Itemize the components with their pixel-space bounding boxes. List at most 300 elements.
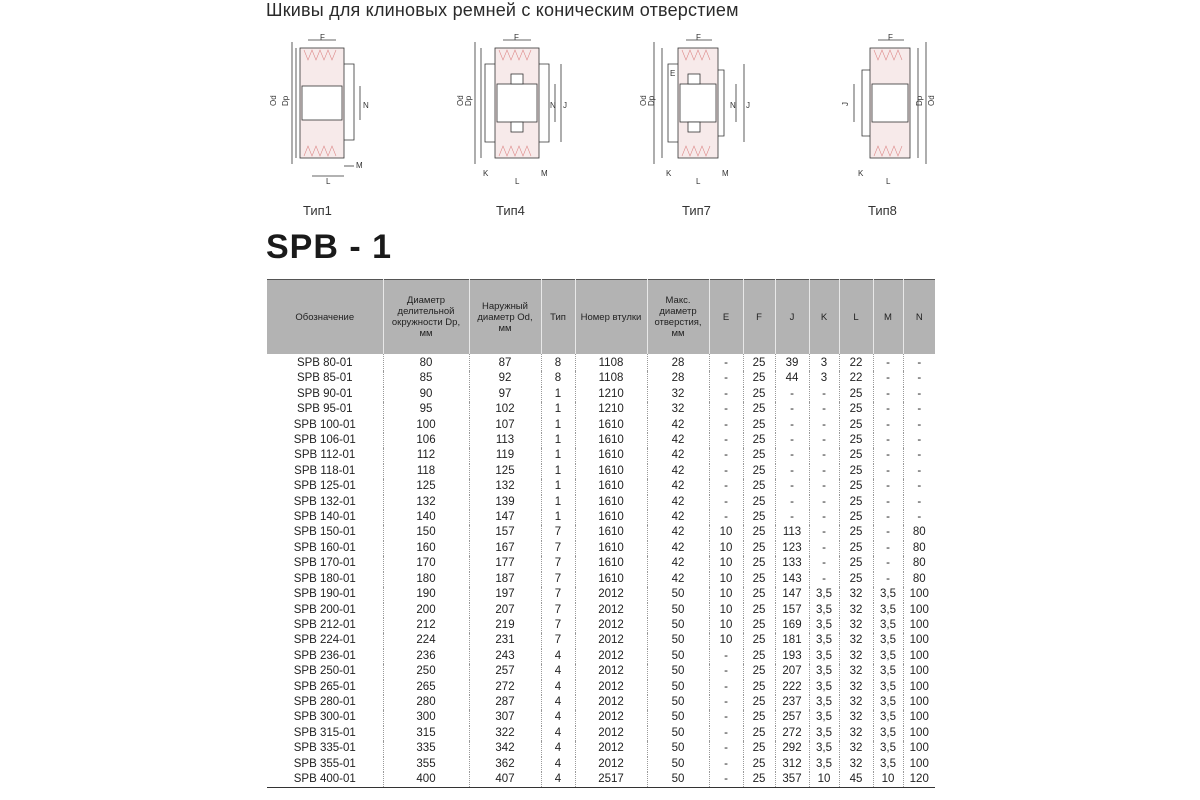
cell-e: 10 (709, 556, 743, 571)
dim-m-label: M (541, 169, 548, 178)
cell-designation: SPB 315-01 (293, 726, 356, 739)
cell-e: - (709, 710, 743, 725)
cell-f: 25 (743, 587, 775, 602)
table-row (267, 495, 935, 510)
cell-l: 32 (839, 710, 873, 725)
cell-f: 25 (743, 695, 775, 710)
cell-k: 3,5 (809, 664, 839, 679)
cell-j: 237 (775, 695, 809, 710)
cell-bushing-number: 2012 (575, 664, 647, 679)
cell-j: 39 (775, 354, 809, 371)
cell-e: - (709, 757, 743, 772)
cell-l: 32 (839, 680, 873, 695)
cell-j: - (775, 402, 809, 417)
cell-outer-diameter: 97 (469, 387, 541, 402)
cell-pitch-diameter: 160 (383, 541, 469, 556)
cell-k: - (809, 495, 839, 510)
diagram-type7-label: Тип7 (682, 203, 711, 218)
cell-type: 4 (541, 726, 575, 741)
cell-type: 8 (541, 354, 575, 371)
cell-l: 25 (839, 525, 873, 540)
cell-n: 100 (903, 603, 935, 618)
cell-l: 25 (839, 402, 873, 417)
cell-bushing-number: 2012 (575, 757, 647, 772)
cell-k: - (809, 448, 839, 463)
cell-type: 1 (541, 402, 575, 417)
cell-l: 32 (839, 603, 873, 618)
cell-k: 3 (809, 354, 839, 371)
cell-designation: SPB 400-01 (293, 772, 356, 785)
cell-max-bore: 50 (647, 741, 709, 756)
cell-k: 3,5 (809, 618, 839, 633)
dim-od-label: Od (927, 95, 936, 106)
cell-max-bore: 50 (647, 618, 709, 633)
cell-pitch-diameter: 335 (383, 741, 469, 756)
cell-f: 25 (743, 649, 775, 664)
cell-pitch-diameter: 80 (383, 354, 469, 371)
diagram-type7 (640, 34, 760, 184)
cell-designation: SPB 150-01 (293, 526, 356, 539)
cell-k: 3 (809, 371, 839, 386)
cell-j: 169 (775, 618, 809, 633)
cell-type: 1 (541, 433, 575, 448)
dim-od-label: Od (269, 95, 278, 106)
cell-j: 357 (775, 772, 809, 788)
cell-max-bore: 28 (647, 371, 709, 386)
cell-m: 3,5 (873, 726, 903, 741)
cell-f: 25 (743, 680, 775, 695)
cell-e: 10 (709, 541, 743, 556)
cell-l: 25 (839, 448, 873, 463)
cell-max-bore: 42 (647, 479, 709, 494)
dim-f-label: F (696, 33, 701, 42)
dim-dp-label: Dp (281, 95, 290, 106)
cell-l: 32 (839, 587, 873, 602)
cell-m: - (873, 448, 903, 463)
cell-n: - (903, 387, 935, 402)
cell-e: - (709, 741, 743, 756)
dim-l-label: L (696, 177, 701, 186)
dim-dp-label: Dp (464, 95, 473, 106)
cell-n: 100 (903, 726, 935, 741)
cell-type: 1 (541, 479, 575, 494)
table-row (267, 371, 935, 386)
table-row (267, 418, 935, 433)
cell-outer-diameter: 157 (469, 525, 541, 540)
cell-m: 3,5 (873, 680, 903, 695)
cell-k: - (809, 572, 839, 587)
dim-j-label: J (563, 101, 567, 110)
cell-pitch-diameter: 150 (383, 525, 469, 540)
cell-e: - (709, 433, 743, 448)
cell-k: 3,5 (809, 649, 839, 664)
cell-outer-diameter: 322 (469, 726, 541, 741)
table-row (267, 464, 935, 479)
cell-m: 3,5 (873, 649, 903, 664)
cell-m: - (873, 433, 903, 448)
cell-n: 100 (903, 741, 935, 756)
cell-type: 7 (541, 572, 575, 587)
cell-m: 3,5 (873, 603, 903, 618)
cell-f: 25 (743, 757, 775, 772)
cell-e: - (709, 464, 743, 479)
cell-l: 25 (839, 510, 873, 525)
cell-pitch-diameter: 90 (383, 387, 469, 402)
cell-bushing-number: 1210 (575, 402, 647, 417)
cell-l: 22 (839, 371, 873, 386)
dim-e-label: E (670, 69, 676, 78)
cell-n: - (903, 418, 935, 433)
cell-max-bore: 50 (647, 726, 709, 741)
cell-m: 3,5 (873, 618, 903, 633)
cell-l: 32 (839, 618, 873, 633)
cell-n: 100 (903, 680, 935, 695)
cell-n: - (903, 495, 935, 510)
cell-j: 157 (775, 603, 809, 618)
table-row (267, 541, 935, 556)
table-row (267, 603, 935, 618)
cell-e: - (709, 772, 743, 788)
cell-pitch-diameter: 95 (383, 402, 469, 417)
table-row (267, 618, 935, 633)
cell-e: - (709, 387, 743, 402)
cell-m: - (873, 510, 903, 525)
cell-e: - (709, 479, 743, 494)
table-row (267, 525, 935, 540)
cell-max-bore: 50 (647, 603, 709, 618)
cell-pitch-diameter: 355 (383, 757, 469, 772)
cell-outer-diameter: 139 (469, 495, 541, 510)
cell-n: 80 (903, 525, 935, 540)
cell-max-bore: 42 (647, 464, 709, 479)
cell-pitch-diameter: 300 (383, 710, 469, 725)
cell-l: 25 (839, 387, 873, 402)
cell-bushing-number: 2012 (575, 587, 647, 602)
dim-j-label: J (841, 102, 850, 106)
cell-k: 3,5 (809, 726, 839, 741)
cell-k: 3,5 (809, 680, 839, 695)
cell-designation: SPB 170-01 (293, 557, 356, 570)
cell-n: 100 (903, 618, 935, 633)
cell-bushing-number: 1108 (575, 371, 647, 386)
cell-n: - (903, 433, 935, 448)
cell-max-bore: 42 (647, 433, 709, 448)
diagram-type8 (836, 34, 946, 184)
cell-max-bore: 42 (647, 448, 709, 463)
dim-n-label: N (550, 101, 556, 110)
cell-e: - (709, 664, 743, 679)
dim-f-label: F (514, 33, 519, 42)
header-m: M (873, 280, 903, 355)
cell-j: - (775, 479, 809, 494)
spec-table (267, 279, 935, 788)
cell-k: - (809, 464, 839, 479)
table-row (267, 633, 935, 648)
cell-max-bore: 50 (647, 710, 709, 725)
header-max-bore: Макс. диаметр отверстия, мм (647, 280, 709, 355)
cell-m: 10 (873, 772, 903, 788)
cell-bushing-number: 2012 (575, 649, 647, 664)
cell-l: 25 (839, 479, 873, 494)
cell-type: 7 (541, 541, 575, 556)
cell-designation: SPB 160-01 (293, 541, 356, 554)
cell-m: - (873, 371, 903, 386)
cell-designation: SPB 200-01 (293, 603, 356, 616)
cell-j: 257 (775, 710, 809, 725)
diagram-type4-label: Тип4 (496, 203, 525, 218)
cell-f: 25 (743, 371, 775, 386)
cell-type: 7 (541, 587, 575, 602)
cell-j: 123 (775, 541, 809, 556)
cell-bushing-number: 1610 (575, 448, 647, 463)
cell-l: 32 (839, 741, 873, 756)
cell-n: 80 (903, 572, 935, 587)
table-row (267, 649, 935, 664)
cell-designation: SPB 180-01 (293, 572, 356, 585)
cell-k: - (809, 541, 839, 556)
cell-type: 7 (541, 556, 575, 571)
cell-bushing-number: 2012 (575, 680, 647, 695)
cell-e: - (709, 402, 743, 417)
cell-designation: SPB 280-01 (293, 695, 356, 708)
cell-f: 25 (743, 510, 775, 525)
cell-type: 4 (541, 741, 575, 756)
cell-pitch-diameter: 200 (383, 603, 469, 618)
cell-pitch-diameter: 250 (383, 664, 469, 679)
cell-n: - (903, 402, 935, 417)
cell-n: 100 (903, 695, 935, 710)
cell-pitch-diameter: 265 (383, 680, 469, 695)
cell-e: - (709, 649, 743, 664)
cell-e: - (709, 354, 743, 371)
table-body (267, 354, 935, 788)
cell-j: 181 (775, 633, 809, 648)
cell-max-bore: 50 (647, 680, 709, 695)
cell-e: - (709, 371, 743, 386)
cell-j: - (775, 433, 809, 448)
cell-l: 25 (839, 572, 873, 587)
cell-j: - (775, 510, 809, 525)
cell-k: 3,5 (809, 633, 839, 648)
cell-outer-diameter: 231 (469, 633, 541, 648)
header-e: E (709, 280, 743, 355)
page-title: Шкивы для клиновых ремней с коническим отверстием (266, 0, 739, 20)
cell-l: 25 (839, 464, 873, 479)
cell-type: 4 (541, 757, 575, 772)
cell-type: 1 (541, 495, 575, 510)
cell-j: - (775, 464, 809, 479)
table-row (267, 448, 935, 463)
cell-pitch-diameter: 190 (383, 587, 469, 602)
cell-e: 10 (709, 572, 743, 587)
cell-outer-diameter: 87 (469, 354, 541, 371)
cell-m: 3,5 (873, 710, 903, 725)
table-row (267, 572, 935, 587)
cell-k: 3,5 (809, 757, 839, 772)
cell-l: 25 (839, 495, 873, 510)
cell-pitch-diameter: 236 (383, 649, 469, 664)
cell-type: 4 (541, 695, 575, 710)
cell-designation: SPB 100-01 (293, 418, 356, 431)
cell-designation: SPB 190-01 (293, 588, 356, 601)
cell-n: 100 (903, 633, 935, 648)
cell-outer-diameter: 177 (469, 556, 541, 571)
cell-m: - (873, 479, 903, 494)
table-row (267, 587, 935, 602)
cell-bushing-number: 1610 (575, 495, 647, 510)
header-n: N (903, 280, 935, 355)
cell-e: 10 (709, 633, 743, 648)
cell-j: - (775, 495, 809, 510)
cell-f: 25 (743, 418, 775, 433)
table-row (267, 664, 935, 679)
cell-designation: SPB 250-01 (293, 665, 356, 678)
dim-m-label: M (356, 161, 363, 170)
cell-m: - (873, 354, 903, 371)
cell-bushing-number: 2012 (575, 726, 647, 741)
cell-outer-diameter: 407 (469, 772, 541, 788)
cell-j: 312 (775, 757, 809, 772)
cell-outer-diameter: 102 (469, 402, 541, 417)
table-row (267, 741, 935, 756)
cell-type: 7 (541, 525, 575, 540)
cell-f: 25 (743, 633, 775, 648)
cell-e: 10 (709, 587, 743, 602)
cell-bushing-number: 1610 (575, 433, 647, 448)
cell-bushing-number: 1108 (575, 354, 647, 371)
cell-e: 10 (709, 525, 743, 540)
cell-pitch-diameter: 224 (383, 633, 469, 648)
header-pitch-diameter: Диаметр делительной окружности Dp, мм (383, 280, 469, 355)
cell-pitch-diameter: 170 (383, 556, 469, 571)
table-row (267, 510, 935, 525)
cell-max-bore: 28 (647, 354, 709, 371)
cell-designation: SPB 112-01 (294, 449, 356, 462)
cell-designation: SPB 355-01 (293, 757, 356, 770)
dim-l-label: L (326, 177, 331, 186)
cell-bushing-number: 1610 (575, 556, 647, 571)
cell-bushing-number: 1610 (575, 525, 647, 540)
cell-m: - (873, 572, 903, 587)
cell-k: 3,5 (809, 603, 839, 618)
dim-n-label: N (363, 101, 369, 110)
cell-j: 147 (775, 587, 809, 602)
cell-l: 32 (839, 649, 873, 664)
cell-n: - (903, 371, 935, 386)
dim-k-label: K (666, 169, 672, 178)
cell-f: 25 (743, 556, 775, 571)
cell-pitch-diameter: 100 (383, 418, 469, 433)
dim-l-label: L (886, 177, 891, 186)
cell-m: - (873, 387, 903, 402)
cell-max-bore: 50 (647, 664, 709, 679)
cell-f: 25 (743, 603, 775, 618)
cell-f: 25 (743, 402, 775, 417)
cell-bushing-number: 1210 (575, 387, 647, 402)
cell-f: 25 (743, 495, 775, 510)
cell-type: 4 (541, 680, 575, 695)
cell-k: 10 (809, 772, 839, 788)
cell-pitch-diameter: 106 (383, 433, 469, 448)
cell-designation: SPB 236-01 (293, 649, 356, 662)
cell-m: 3,5 (873, 695, 903, 710)
cell-outer-diameter: 272 (469, 680, 541, 695)
cell-designation: SPB 265-01 (293, 680, 356, 693)
table-row (267, 680, 935, 695)
cell-k: - (809, 556, 839, 571)
cell-m: - (873, 541, 903, 556)
cell-designation: SPB 95-01 (296, 403, 353, 416)
cell-f: 25 (743, 433, 775, 448)
cell-f: 25 (743, 726, 775, 741)
cell-j: 143 (775, 572, 809, 587)
table-row (267, 387, 935, 402)
cell-bushing-number: 1610 (575, 479, 647, 494)
cell-j: 133 (775, 556, 809, 571)
diagram-type8-label: Тип8 (868, 203, 897, 218)
cell-k: - (809, 418, 839, 433)
cell-designation: SPB 85-01 (296, 372, 353, 385)
cell-designation: SPB 335-01 (293, 742, 356, 755)
cell-max-bore: 42 (647, 495, 709, 510)
cell-designation: SPB 80-01 (296, 357, 353, 369)
cell-k: - (809, 402, 839, 417)
cell-bushing-number: 2012 (575, 710, 647, 725)
cell-n: 120 (903, 772, 935, 788)
cell-designation: SPB 212-01 (293, 618, 356, 631)
cell-e: - (709, 726, 743, 741)
cell-bushing-number: 1610 (575, 541, 647, 556)
diagram-type1 (268, 34, 378, 184)
cell-pitch-diameter: 132 (383, 495, 469, 510)
cell-outer-diameter: 243 (469, 649, 541, 664)
cell-designation: SPB 106-01 (293, 434, 356, 447)
header-k: K (809, 280, 839, 355)
cell-l: 32 (839, 633, 873, 648)
cell-bushing-number: 2012 (575, 695, 647, 710)
cell-k: - (809, 387, 839, 402)
cell-e: - (709, 695, 743, 710)
cell-type: 4 (541, 772, 575, 788)
cell-max-bore: 50 (647, 757, 709, 772)
cell-outer-diameter: 92 (469, 371, 541, 386)
cell-f: 25 (743, 354, 775, 371)
cell-type: 1 (541, 510, 575, 525)
cell-l: 45 (839, 772, 873, 788)
cell-n: 100 (903, 649, 935, 664)
header-outer-diameter: Наружный диаметр Od, мм (469, 280, 541, 355)
cell-n: - (903, 448, 935, 463)
cell-n: - (903, 510, 935, 525)
cell-type: 8 (541, 371, 575, 386)
cell-k: 3,5 (809, 695, 839, 710)
dim-k-label: K (483, 169, 489, 178)
cell-e: 10 (709, 603, 743, 618)
cell-l: 25 (839, 418, 873, 433)
cell-j: 272 (775, 726, 809, 741)
cell-l: 32 (839, 695, 873, 710)
dim-f-label: F (888, 33, 893, 42)
dim-f-label: F (320, 33, 325, 42)
cell-outer-diameter: 107 (469, 418, 541, 433)
header-type: Тип (541, 280, 575, 355)
cell-m: 3,5 (873, 664, 903, 679)
cell-max-bore: 42 (647, 510, 709, 525)
header-f: F (743, 280, 775, 355)
cell-n: 100 (903, 757, 935, 772)
cell-designation: SPB 140-01 (293, 511, 356, 524)
cell-n: - (903, 464, 935, 479)
